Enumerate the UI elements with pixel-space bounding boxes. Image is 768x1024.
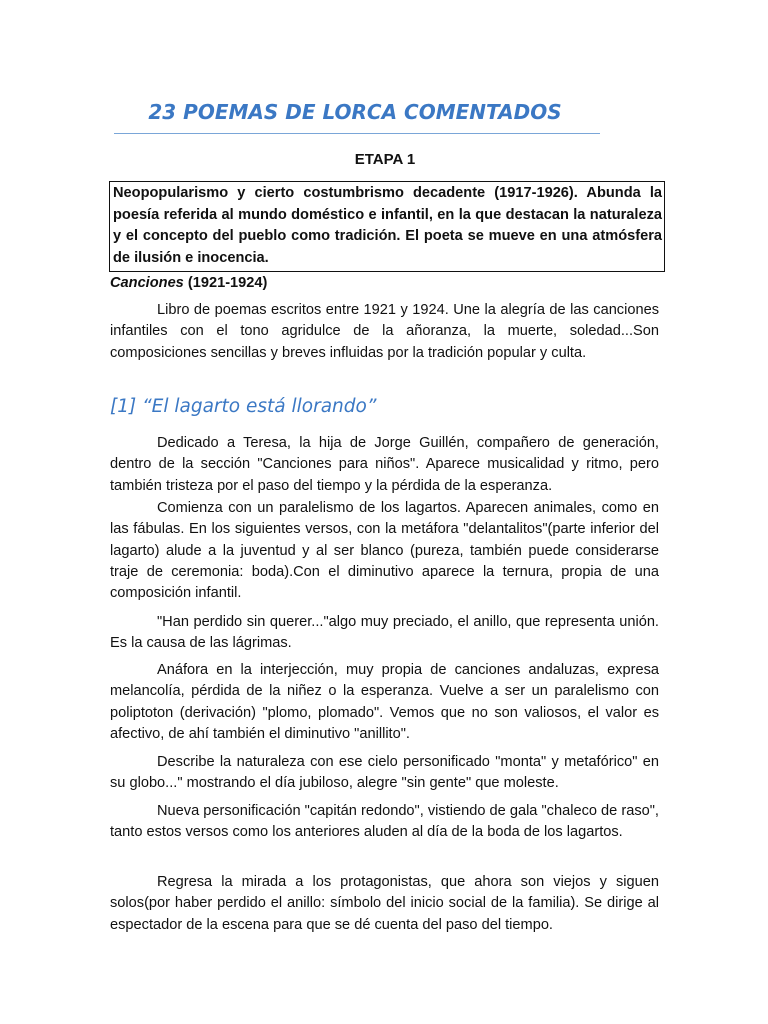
document-title: 23 POEMAS DE LORCA COMENTADOS — [148, 100, 562, 124]
section-heading — [110, 275, 267, 291]
paragraph: Regresa la mirada a los protagonistas, que ahora son viejos y siguen solos(por haber perdido el anillo: símbolo del inicio social de la familia). Se dirige al espectador de la escena para que se dé cuenta del paso del tiempo. — [110, 874, 659, 933]
section-years: (1921-1924) — [183, 275, 268, 291]
section-book-title: Canciones — [110, 275, 184, 291]
stage-heading: ETAPA 1 — [354, 151, 416, 168]
poem-title: [1] “El lagarto está llorando” — [110, 396, 377, 417]
paragraph: Anáfora en la interjección, muy propia de canciones andaluzas, expresa melancolía, pérdida de la niñez o la esperanza. Vuelve a ser un paralelismo con poliptoton (derivación) "plomo, plomado". Vemos que no son valiosos, el valor es afectivo, de ahí también el diminutivo "anillito". — [110, 662, 659, 742]
paragraph: Dedicado a Teresa, la hija de Jorge Guillén, compañero de generación, dentro de la sección "Canciones para niños". Aparece musicalidad y ritmo, pero también tristeza por el paso del tiempo y la pérdida de la esperanza. — [110, 435, 659, 494]
section-paragraph: Libro de poemas escritos entre 1921 y 1924. Une la alegría de las canciones infantiles con el tono agridulce de la añoranza, la muerte, soledad...Son composiciones sencillas y breves influidas por la tradición popular y culta. — [110, 302, 659, 361]
title-underline — [114, 133, 600, 134]
intro-box: Neopopularismo y cierto costumbrismo decadente (1917-1926). Abunda la poesía referida al mundo doméstico e infantil, en la que destacan la naturaleza y el concepto del pueblo como tradición. El poeta se mueve en una atmósfera de ilusión e inocencia. — [109, 181, 665, 272]
paragraph: Describe la naturaleza con ese cielo personificado "monta" y metafórico" en su globo..." mostrando el día jubiloso, alegre "sin gente" que moleste. — [110, 754, 659, 792]
paragraph: Nueva personificación "capitán redondo", vistiendo de gala "chaleco de raso", tanto estos versos como los anteriores aluden al día de la boda de los lagartos. — [110, 803, 659, 841]
paragraph: "Han perdido sin querer..."algo muy preciado, el anillo, que representa unión. Es la causa de las lágrimas. — [110, 614, 659, 652]
paragraph: Comienza con un paralelismo de los lagartos. Aparecen animales, como en las fábulas. En los siguientes versos, con la metáfora "delantalitos"(parte inferior del lagarto) alude a la juventud y al ser blanco (pureza, también puede considerarse traje de ceremonia: boda).Con el diminutivo aparece la ternura, propia de una composición infantil. — [110, 500, 659, 602]
